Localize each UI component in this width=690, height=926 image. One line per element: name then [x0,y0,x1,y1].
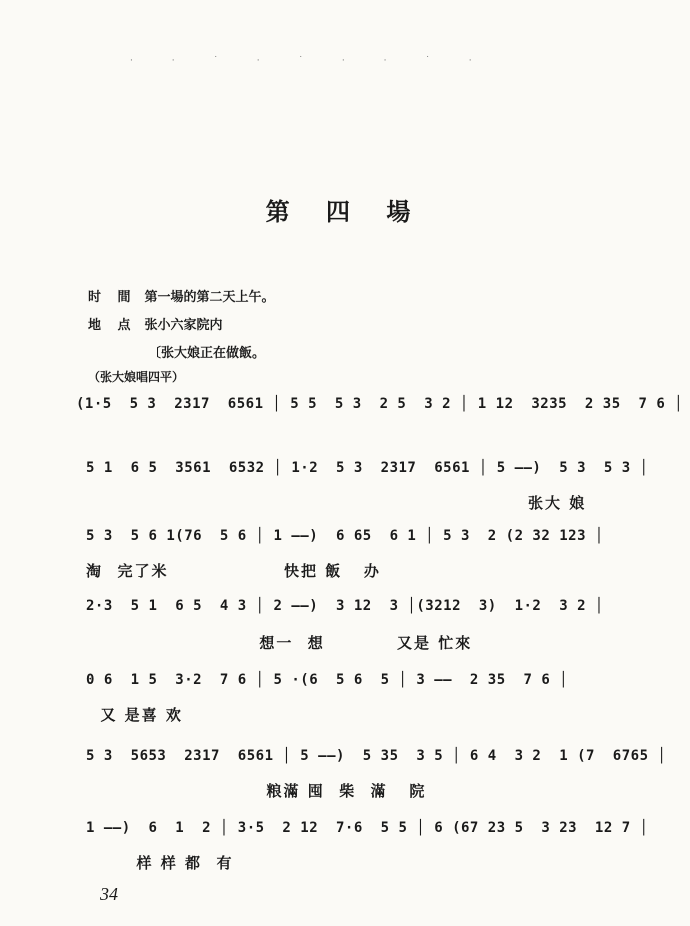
singer-note: （张大娘唱四平） [88,370,185,384]
score-line-7: 1 ——) 6 1 2 │ 3·5 2 12 7·6 5 5 │ 6 (67 23 5 3 23 12 7 │ [86,820,649,836]
time-label: 时 間 [88,290,137,305]
score-line-6: 5 3 5653 2317 6561 │ 5 ——) 5 35 3 5 │ 6 4 3 2 1 (7 6765 │ [86,748,667,764]
score-line-5: 0 6 1 5 3·2 7 6 │ 5 ·(6 5 6 5 │ 3 —— 2 35 7 6 │ [86,672,569,688]
stage-direction: 〔张大娘正在做飯。 [148,346,266,361]
time-row [88,286,275,305]
page-number: 34 [100,884,118,904]
score-line-4: 2·3 5 1 6 5 4 3 │ 2 ——) 3 12 3 │(3212 3) 1·2 3 2 │ [86,598,604,614]
score-line-3: 5 3 5 6 1(76 5 6 │ 1 ——) 6 65 6 1 │ 5 3 2 (2 32 123 │ [86,528,604,544]
lyrics-line-3: 淘 完了米 快把 飯 办 [86,562,381,580]
place-label: 地 点 [88,318,137,333]
score-line-1: (1·5 5 3 2317 6561 │ 5 5 5 3 2 5 3 2 │ 1 12 3235 2 35 7 6 │ [76,396,684,412]
lyrics-line-5: 又 是喜 欢 [86,706,183,724]
lyrics-line-4: 想一 想 又是 忙來 [86,634,473,652]
lyrics-line-6: 粮滿 囤 柴 滿 院 [86,782,427,800]
time-text: 第一場的第二天上午。 [144,290,275,305]
lyrics-line-7: 样 样 都 有 [86,854,234,872]
print-speckles: · · ˙ · ˙ · · ˙ · [130,56,490,66]
lyrics-line-2: 张大 娘 [528,494,587,512]
score-line-2: 5 1 6 5 3561 6532 │ 1·2 5 3 2317 6561 │ 5 ——) 5 3 5 3 │ [86,460,649,476]
scene-title: 第 四 場 [265,197,425,226]
place-text: 张小六家院内 [144,318,223,333]
place-row [88,314,223,333]
